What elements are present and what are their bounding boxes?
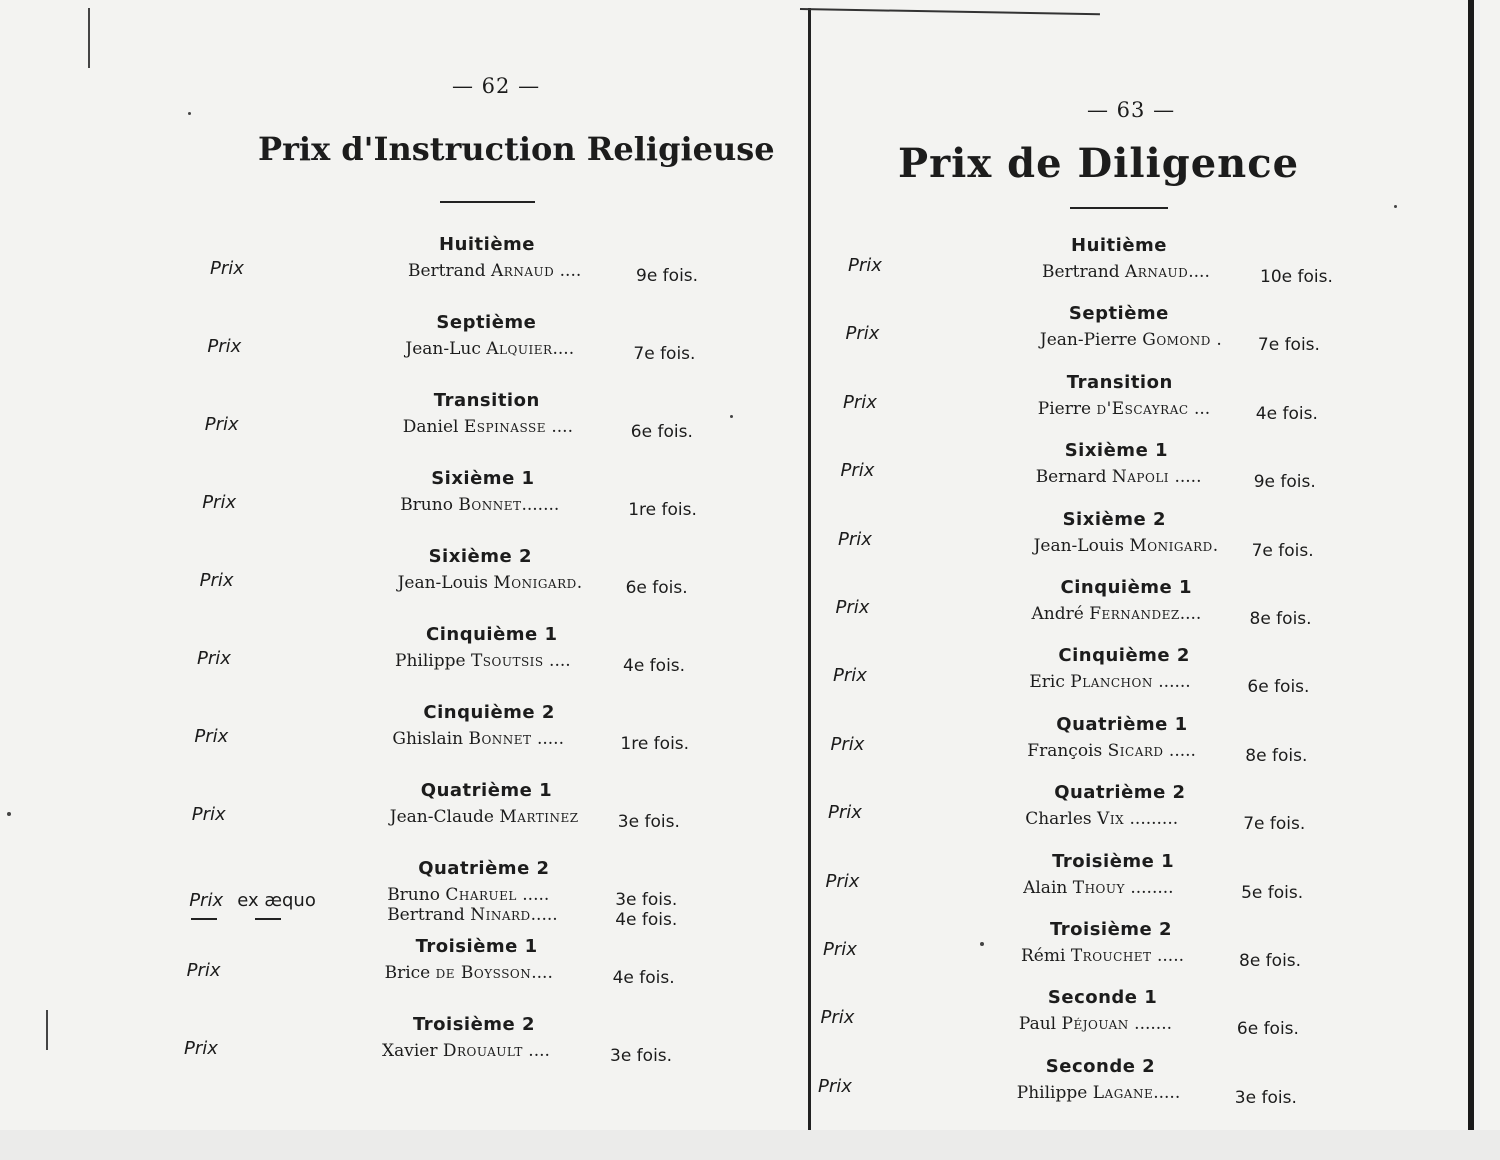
class-heading: Seconde 2 (1045, 1055, 1156, 1077)
last-name: Thouy (1072, 877, 1125, 898)
first-name: Philippe (395, 651, 466, 671)
leader-dots: ..... (1163, 740, 1196, 761)
prize-label: Prix (189, 890, 224, 911)
page-number-right: — 63 — (1087, 98, 1176, 122)
class-heading: Cinquième 1 (426, 624, 558, 645)
prize-label: Prix (207, 336, 242, 357)
first-name: Jean-Luc (405, 339, 481, 359)
student-name (1040, 330, 1222, 350)
prize-label: Prix (838, 528, 872, 550)
last-name: Arnaud (1125, 262, 1189, 282)
class-heading: Troisième 2 (1050, 919, 1173, 940)
times-count: 3e fois. (1234, 1087, 1297, 1108)
last-name: Bonnet (468, 729, 532, 749)
student-name (1032, 604, 1202, 624)
times-count: 1re fois. (620, 734, 690, 754)
student-name (1021, 946, 1184, 966)
scan-speck (7, 812, 11, 816)
prize-label: Prix (202, 492, 237, 513)
last-name: d'Escayrac (1096, 398, 1189, 419)
last-name: Vix (1097, 809, 1125, 830)
first-name: Jean-Pierre (1039, 330, 1137, 351)
last-name: Martinez (499, 807, 579, 827)
leader-dots: ..... (516, 885, 550, 905)
first-name: Paul (1018, 1014, 1057, 1035)
times-count: 7e fois. (1251, 540, 1314, 561)
prize-entry (812, 987, 1372, 1047)
student-name (1019, 1014, 1172, 1034)
student-name (1042, 262, 1210, 282)
times-count: 4e fois. (615, 910, 678, 930)
times-count: 4e fois. (623, 656, 686, 676)
first-name: Jean-Louis (1033, 535, 1124, 556)
prize-entry (812, 509, 1372, 569)
student-name (1027, 741, 1196, 761)
prize-entry (812, 782, 1372, 842)
first-name: Jean-Louis (397, 573, 488, 593)
class-heading: Sixième 2 (1062, 508, 1166, 530)
ditto-dash (191, 918, 217, 920)
class-heading: Septième (1068, 303, 1169, 325)
times-count: 6e fois. (625, 578, 688, 598)
first-name: Ghislain (392, 729, 464, 749)
prize-entry (0, 702, 720, 762)
leader-dots: ..... (531, 729, 564, 749)
prize-label: Prix (825, 870, 860, 892)
student-name (385, 963, 553, 983)
class-heading: Troisième 2 (413, 1014, 536, 1035)
leader-dots: .... (522, 1041, 550, 1061)
first-name: Bruno (400, 495, 453, 515)
leader-dots: ........ (1124, 877, 1174, 898)
last-name: Bonnet (458, 495, 522, 515)
prize-label: Prix (843, 391, 877, 413)
title-rule-left (440, 201, 535, 203)
leader-dots: .... (545, 417, 573, 437)
prize-label: Prix (840, 460, 875, 482)
scan-speck (188, 112, 191, 115)
student-name (1025, 809, 1178, 829)
student-name (408, 261, 581, 281)
student-name (1017, 1083, 1180, 1103)
prize-label: Prix (845, 323, 880, 345)
leader-dots: ..... (530, 905, 558, 925)
leader-dots: . (1210, 330, 1222, 351)
page-fold (808, 8, 811, 1130)
last-name: Espinasse (463, 417, 546, 437)
prize-label: Prix (835, 597, 870, 618)
prize-label: Prix (197, 648, 231, 669)
times-count: 8e fois. (1249, 609, 1312, 629)
prize-entry (812, 714, 1372, 774)
prize-suffix: ex æquo (237, 890, 316, 911)
first-name: Daniel (402, 417, 459, 437)
prize-entry (812, 577, 1372, 637)
class-heading: Troisième 1 (1052, 850, 1175, 872)
first-name: Charles (1025, 809, 1092, 830)
times-count: 3e fois. (615, 890, 678, 910)
scan-speck (730, 415, 733, 418)
scan-mark (46, 1010, 48, 1050)
first-name: Jean-Claude (389, 807, 494, 827)
leader-dots: .... (1188, 262, 1210, 282)
leader-dots: ... (1188, 398, 1211, 419)
class-heading: Sixième 1 (1064, 440, 1169, 462)
class-heading: Cinquième 2 (423, 702, 555, 723)
first-name: Pierre (1037, 398, 1092, 419)
times-count: 9e fois. (1253, 472, 1316, 493)
first-name: Rémi (1021, 946, 1066, 966)
last-name: Alquier (486, 339, 553, 359)
prize-label: Prix (818, 1075, 852, 1097)
class-heading: Transition (433, 390, 540, 411)
leader-dots: ..... (1151, 946, 1185, 966)
student-name (405, 339, 574, 359)
last-name: Gomond (1142, 330, 1211, 351)
leader-dots: ..... (1169, 467, 1202, 488)
first-name: Bruno (387, 885, 440, 905)
prize-label: Prix (191, 804, 226, 825)
prize-entry (812, 303, 1372, 363)
student-name (400, 495, 559, 515)
times-count: 6e fois. (1247, 677, 1310, 698)
last-name: Charuel (445, 885, 517, 905)
last-name: de Boysson (435, 963, 532, 983)
times-count: 4e fois. (1255, 403, 1318, 424)
prize-entry (812, 919, 1372, 979)
last-name: Napoli (1111, 467, 1170, 488)
prize-entry (0, 1014, 720, 1074)
class-heading: Seconde 1 (1047, 987, 1158, 1009)
student-name (392, 729, 564, 749)
class-heading: Quatrième 1 (420, 780, 553, 801)
last-name: Ninard (470, 905, 531, 925)
prize-entry (812, 372, 1372, 432)
prize-label: Prix (186, 960, 221, 981)
prize-label: Prix (204, 414, 239, 435)
prize-entry (0, 780, 720, 840)
prize-entry (0, 312, 720, 372)
prize-label: Prix (828, 802, 862, 824)
times-count: 6e fois. (1236, 1019, 1299, 1040)
first-name: Eric (1029, 672, 1065, 693)
prize-entry (812, 235, 1372, 295)
last-name: Tsoutsis (470, 651, 544, 671)
student-name (403, 417, 573, 437)
leader-dots: . (1212, 535, 1219, 556)
last-name: Planchon (1070, 672, 1153, 693)
class-heading: Transition (1066, 371, 1173, 393)
prize-label: Prix (184, 1038, 218, 1059)
ditto-dash (255, 918, 281, 920)
student-name (1038, 399, 1210, 419)
times-count: 4e fois. (612, 968, 675, 988)
times-count: 5e fois. (1241, 882, 1304, 903)
scan-speck (1394, 205, 1397, 208)
student-name (398, 573, 583, 593)
prize-entry (812, 851, 1372, 911)
scan-mark (88, 8, 90, 68)
first-name: Alain (1023, 877, 1068, 898)
last-name: Trouchet (1070, 946, 1152, 966)
student-name (1036, 467, 1202, 487)
student-name (387, 905, 557, 925)
times-count: 3e fois. (610, 1046, 673, 1066)
times-count: 8e fois. (1245, 745, 1308, 766)
prize-entry (0, 858, 720, 930)
times-count: 10e fois. (1260, 267, 1333, 287)
student-name (1034, 536, 1219, 556)
leader-dots: . (576, 573, 583, 593)
prize-label: Prix (210, 258, 244, 279)
prize-entry (0, 234, 720, 294)
prize-entry (812, 1056, 1372, 1116)
prize-entry (0, 624, 720, 684)
prize-label: Prix (848, 255, 882, 276)
leader-dots: ...... (1152, 672, 1191, 693)
class-heading: Quatrième 1 (1056, 713, 1188, 735)
leader-dots: .... (554, 261, 582, 281)
first-name: Bertrand (408, 261, 486, 281)
prize-label: Prix (199, 570, 234, 591)
first-name: André (1031, 604, 1084, 624)
leader-dots: ..... (1153, 1082, 1181, 1103)
times-count: 6e fois. (630, 422, 693, 442)
student-name (395, 651, 571, 671)
student-name (390, 807, 579, 827)
last-name: Fernandez (1089, 604, 1180, 624)
last-name: Monigard (493, 573, 577, 593)
title-rule-right (1070, 207, 1168, 209)
leader-dots: ....... (521, 495, 560, 515)
page-title-right: Prix de Diligence (898, 140, 1300, 187)
prize-label: Prix (194, 726, 229, 747)
student-name (387, 885, 549, 905)
times-count: 3e fois. (617, 812, 680, 832)
prize-entry (812, 645, 1372, 705)
leader-dots: ......... (1124, 809, 1179, 830)
class-heading: Troisième 1 (415, 936, 538, 957)
class-heading: Huitième (1071, 235, 1167, 256)
prize-entry (0, 468, 720, 528)
first-name: François (1027, 740, 1103, 761)
student-name (1029, 672, 1190, 692)
page-title-left: Prix d'Instruction Religieuse (258, 130, 775, 168)
class-heading: Huitième (439, 234, 535, 255)
times-count: 1re fois. (628, 500, 697, 520)
times-count: 7e fois. (1243, 814, 1306, 835)
page-number-left: — 62 — (452, 74, 541, 98)
leader-dots: .... (543, 651, 571, 671)
last-name: Monigard (1129, 535, 1213, 556)
class-heading: Cinquième 1 (1060, 577, 1193, 598)
prize-entry (812, 440, 1372, 500)
right-page (812, 0, 1472, 1130)
prize-entry (0, 936, 720, 996)
times-count: 9e fois. (636, 266, 699, 286)
times-count: 7e fois. (1257, 335, 1320, 356)
last-name: Péjouan (1061, 1014, 1129, 1035)
last-name: Arnaud (491, 261, 555, 281)
first-name: Brice (384, 963, 431, 983)
first-name: Bernard (1035, 467, 1107, 488)
class-heading: Quatrième 2 (418, 858, 550, 879)
scan-speck (980, 942, 984, 946)
prize-label: Prix (833, 665, 867, 687)
prize-label: Prix (823, 939, 857, 960)
leader-dots: .... (552, 339, 575, 359)
leader-dots: ....... (1128, 1014, 1172, 1035)
student-name (382, 1041, 550, 1061)
times-count: 7e fois. (633, 344, 696, 364)
bottom-margin (0, 1130, 1500, 1160)
class-heading: Septième (436, 312, 537, 333)
last-name: Lagane (1092, 1082, 1154, 1103)
last-name: Drouault (442, 1041, 523, 1061)
first-name: Philippe (1016, 1082, 1088, 1103)
prize-label: Prix (830, 733, 865, 755)
prize-label: Prix (820, 1007, 855, 1029)
leader-dots: .... (1179, 604, 1202, 624)
prize-entry (0, 390, 720, 450)
class-heading: Sixième 1 (431, 468, 535, 489)
first-name: Bertrand (387, 905, 465, 925)
class-heading: Quatrième 2 (1054, 782, 1186, 804)
student-name (1023, 878, 1173, 898)
last-name: Sicard (1107, 740, 1164, 761)
class-heading: Sixième 2 (428, 546, 532, 567)
class-heading: Cinquième 2 (1058, 645, 1190, 667)
first-name: Xavier (382, 1041, 438, 1061)
prize-entry (0, 546, 720, 606)
leader-dots: .... (531, 963, 553, 983)
times-count: 8e fois. (1239, 951, 1302, 971)
right-edge-shadow (1468, 0, 1474, 1135)
first-name: Bertrand (1042, 262, 1120, 282)
